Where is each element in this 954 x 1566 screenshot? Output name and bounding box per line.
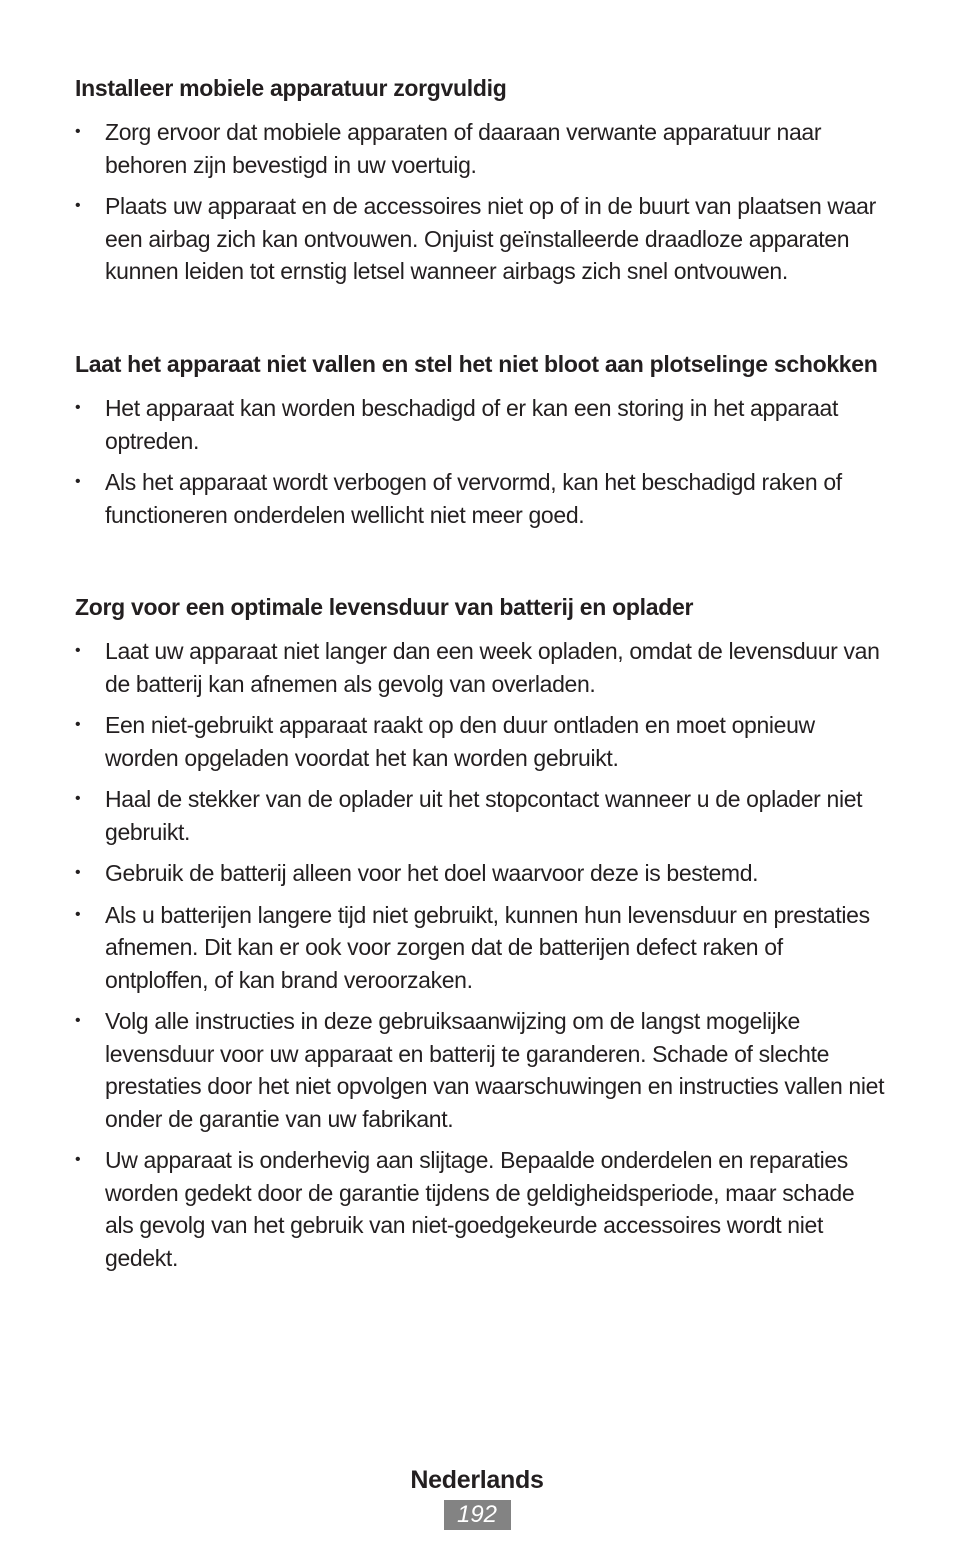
bullet-icon: • (75, 905, 81, 923)
bullet-icon: • (75, 864, 81, 881)
list-item-text: Als het apparaat wordt verbogen of vervormd, kan het beschadigd raken of functioneren onderdelen wellicht niet meer goed. (105, 469, 842, 528)
bullet-icon: • (75, 123, 81, 140)
section-heading: Laat het apparaat niet vallen en stel het niet bloot aan plotselinge schokken (75, 351, 878, 377)
list-item (75, 635, 887, 700)
list-item (75, 1005, 887, 1135)
bullet-icon: • (75, 1012, 81, 1029)
list-item-text: Haal de stekker van de oplader uit het stopcontact wanneer u de oplader niet gebruikt. (105, 786, 863, 845)
section-drop-shock (75, 348, 887, 540)
list-item-text: Als u batterijen langere tijd niet gebruikt, kunnen hun levensduur en prestaties afnemen. Dit kan er ook voor zorgen dat de batterijen defect raken of ontploffen, of kan brand veroorzaken. (105, 901, 870, 993)
list-item (75, 116, 887, 181)
bullet-icon: • (75, 642, 81, 659)
bullet-icon: • (75, 197, 81, 214)
list-item (75, 392, 887, 457)
section-battery-life (75, 591, 887, 1283)
list-item-text: Een niet-gebruikt apparaat raakt op den duur ontladen en moet opnieuw worden opgeladen voordat het kan worden gebruikt. (105, 712, 815, 771)
page-footer (0, 1462, 954, 1530)
footer-language: Nederlands (410, 1466, 544, 1494)
bullet-icon: • (75, 1151, 81, 1168)
list-item (75, 190, 887, 288)
bullet-icon: • (75, 716, 81, 733)
section-heading: Installeer mobiele apparatuur zorgvuldig (75, 75, 507, 101)
bullet-list (75, 116, 887, 288)
list-item-text: Uw apparaat is onderhevig aan slijtage. Bepaalde onderdelen en reparaties worden gedekt door de garantie tijdens de geldigheidsperiode, maar schade als gevolg van het gebruik van niet-goedgekeurde accessoires wordt niet gedekt. (105, 1147, 855, 1271)
bullet-icon: • (75, 399, 81, 416)
list-item (75, 783, 887, 848)
list-item (75, 899, 887, 997)
bullet-list (75, 635, 887, 1274)
list-item-text: Gebruik de batterij alleen voor het doel waarvoor deze is bestemd. (105, 860, 759, 886)
bullet-icon: • (75, 790, 81, 807)
list-item (75, 466, 887, 531)
section-mobile-equipment (75, 72, 887, 297)
list-item (75, 857, 887, 890)
list-item-text: Het apparaat kan worden beschadigd of er kan een storing in het apparaat optreden. (105, 395, 839, 454)
page-number-badge: 192 (444, 1500, 511, 1530)
bullet-icon: • (75, 473, 81, 490)
list-item (75, 1144, 887, 1274)
list-item-text: Zorg ervoor dat mobiele apparaten of daaraan verwante apparatuur naar behoren zijn bevestigd in uw voertuig. (105, 119, 822, 178)
list-item-text: Volg alle instructies in deze gebruiksaanwijzing om de langst mogelijke levensduur voor uw apparaat en batterij te garanderen. Schade of slechte prestaties door het niet opvolgen van waarschuwingen en instructies vallen niet onder de garantie van uw fabrikant. (105, 1008, 885, 1132)
section-heading: Zorg voor een optimale levensduur van batterij en oplader (75, 594, 694, 620)
list-item-text: Laat uw apparaat niet langer dan een week opladen, omdat de levensduur van de batterij kan afnemen als gevolg van overladen. (105, 638, 880, 697)
list-item (75, 709, 887, 774)
bullet-list (75, 392, 887, 531)
list-item-text: Plaats uw apparaat en de accessoires niet op of in de buurt van plaatsen waar een airbag zich kan ontvouwen. Onjuist geïnstalleerde draadloze apparaten kunnen leiden tot ernstig letsel wanneer airbags zich snel ontvouwen. (105, 193, 876, 284)
